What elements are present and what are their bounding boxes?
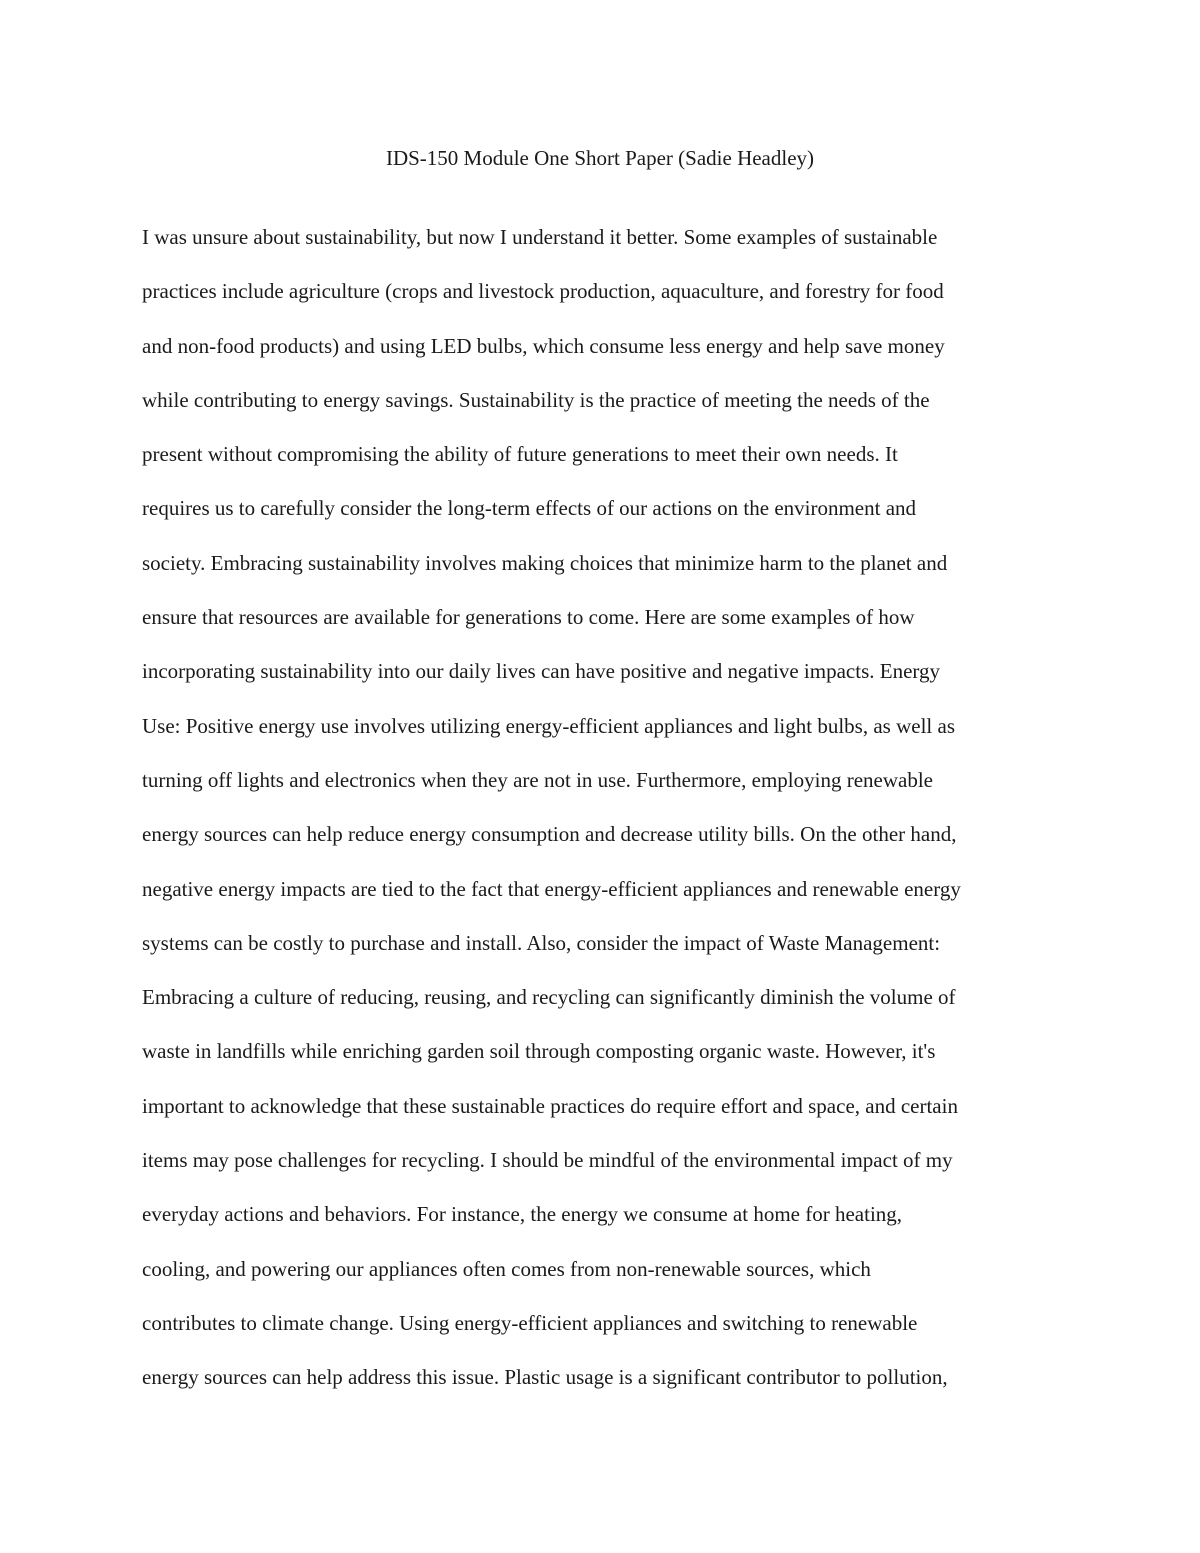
text-line: waste in landfills while enriching garden soil through composting organic waste. However, it's	[142, 1039, 936, 1064]
text-line: energy sources can help reduce energy consumption and decrease utility bills. On the other hand,	[142, 822, 957, 847]
text-line: everyday actions and behaviors. For instance, the energy we consume at home for heating,	[142, 1202, 903, 1227]
text-line: incorporating sustainability into our daily lives can have positive and negative impacts. Energy	[142, 659, 940, 684]
text-line: society. Embracing sustainability involves making choices that minimize harm to the planet and	[142, 550, 948, 575]
text-line: contributes to climate change. Using energy-efficient appliances and switching to renewable	[142, 1310, 918, 1335]
text-line: Use: Positive energy use involves utilizing energy-efficient appliances and light bulbs, as well as	[142, 713, 955, 738]
text-line: important to acknowledge that these sustainable practices do require effort and space, and certain	[142, 1093, 958, 1118]
text-line: cooling, and powering our appliances often comes from non-renewable sources, which	[142, 1256, 871, 1281]
text-line: I was unsure about sustainability, but now I understand it better. Some examples of sustainable	[142, 225, 938, 249]
text-line: present without compromising the ability of future generations to meet their own needs. It	[142, 442, 898, 467]
text-line: energy sources can help address this issue. Plastic usage is a significant contributor to pollution,	[142, 1365, 948, 1390]
text-line: while contributing to energy savings. Sustainability is the practice of meeting the needs of the	[142, 387, 930, 412]
text-line: negative energy impacts are tied to the fact that energy-efficient appliances and renewable energy	[142, 876, 961, 901]
text-line: practices include agriculture (crops and livestock production, aquaculture, and forestry for food	[142, 279, 944, 304]
text-line: ensure that resources are available for generations to come. Here are some examples of how	[142, 605, 915, 630]
text-line: systems can be costly to purchase and install. Also, consider the impact of Waste Management:	[142, 930, 941, 955]
text-line: turning off lights and electronics when they are not in use. Furthermore, employing renewable	[142, 767, 933, 792]
text-line: Embracing a culture of reducing, reusing, and recycling can significantly diminish the volume of	[142, 985, 956, 1010]
text-line: and non-food products) and using LED bulbs, which consume less energy and help save money	[142, 333, 945, 358]
text-line: requires us to carefully consider the long-term effects of our actions on the environment and	[142, 496, 917, 521]
page-title: IDS-150 Module One Short Paper (Sadie Headley)	[385, 146, 815, 170]
body-text	[142, 222, 1072, 1417]
text-line: items may pose challenges for recycling. I should be mindful of the environmental impact of my	[142, 1148, 953, 1173]
